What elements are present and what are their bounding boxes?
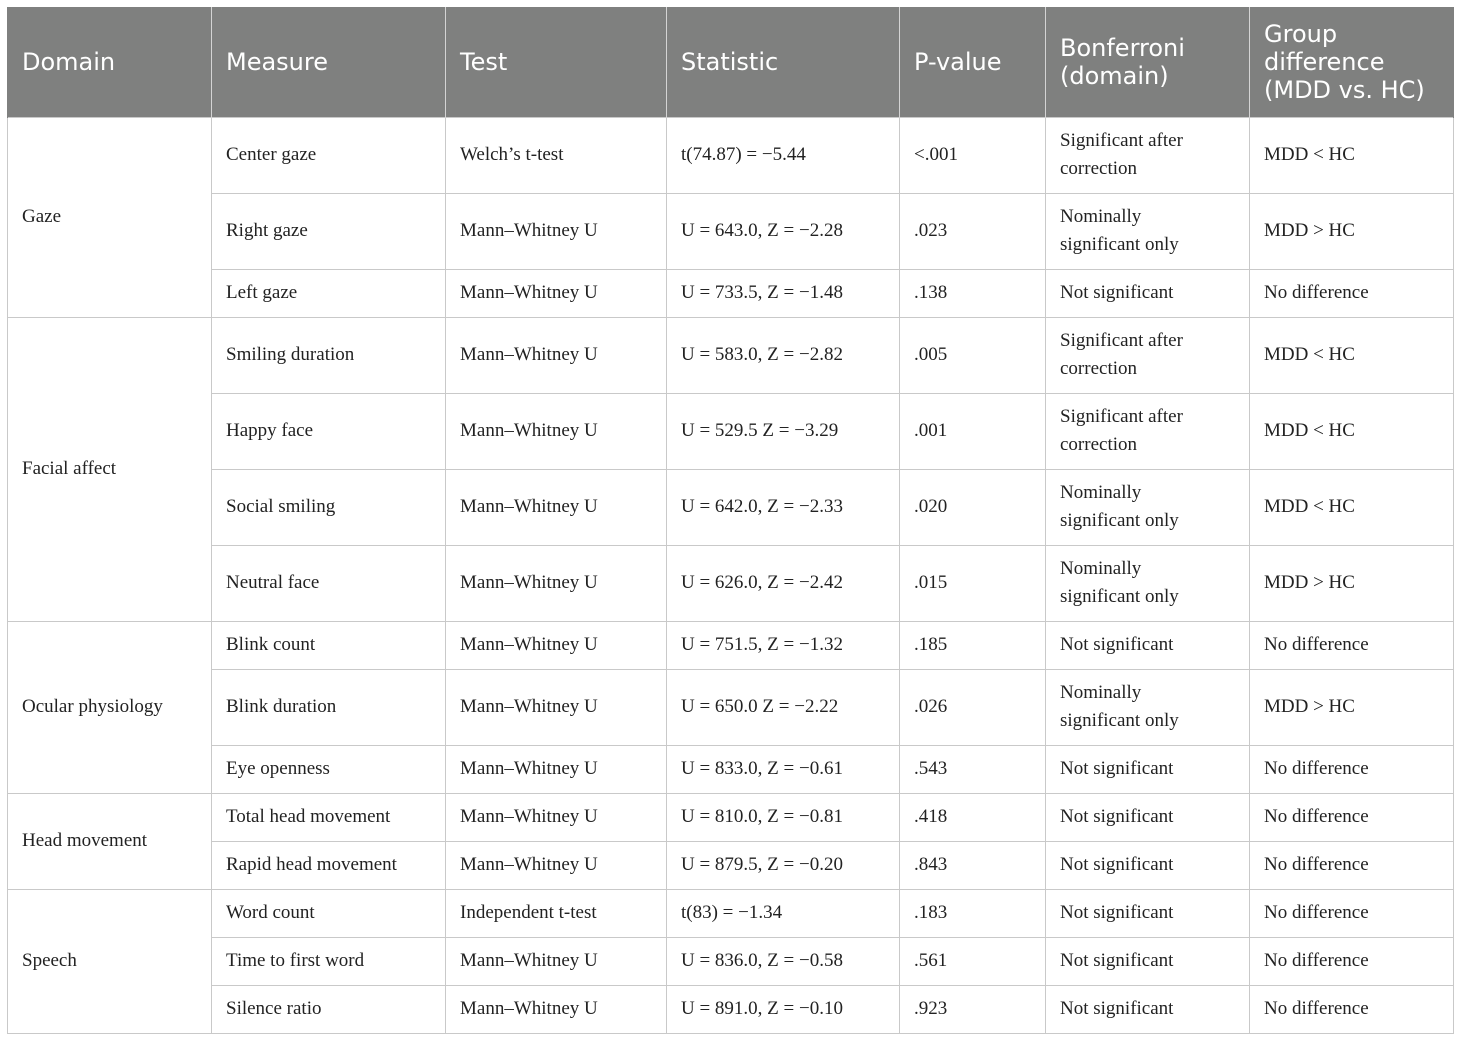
header-group-line2: difference [1264,47,1385,76]
measure-cell: Blink duration [212,669,446,745]
test-cell: Mann–Whitney U [446,469,667,545]
statistic-cell: U = 836.0, Z = −0.58 [667,937,900,985]
header-domain [8,7,212,117]
bonferroni-line1: Nominally [1060,482,1142,503]
pvalue-cell: .543 [900,745,1046,793]
bonferroni-cell [1046,393,1250,469]
statistic-cell: U = 751.5, Z = −1.32 [667,621,900,669]
header-group-line3: (MDD vs. HC) [1264,75,1425,104]
results-table [7,7,1454,1034]
group-difference-cell: MDD < HC [1250,393,1454,469]
domain-cell: Speech [8,889,212,1033]
bonferroni-line1: Nominally [1060,558,1142,579]
table-row [8,269,1454,317]
header-pvalue [900,7,1046,117]
statistic-cell: t(83) = −1.34 [667,889,900,937]
bonferroni-cell: Not significant [1046,937,1250,985]
table-body [8,117,1454,1033]
bonferroni-cell [1046,669,1250,745]
header-row [8,7,1454,117]
bonferroni-cell: Not significant [1046,889,1250,937]
header-measure [212,7,446,117]
statistic-cell: t(74.87) = −5.44 [667,117,900,193]
test-cell: Mann–Whitney U [446,317,667,393]
test-cell: Independent t-test [446,889,667,937]
table-row [8,469,1454,545]
measure-cell: Rapid head movement [212,841,446,889]
header-test-label: Test [460,47,508,76]
pvalue-cell: <.001 [900,117,1046,193]
statistic-cell: U = 626.0, Z = −2.42 [667,545,900,621]
measure-cell: Right gaze [212,193,446,269]
bonferroni-line2: significant only [1060,234,1179,255]
pvalue-cell: .138 [900,269,1046,317]
pvalue-cell: .026 [900,669,1046,745]
pvalue-cell: .020 [900,469,1046,545]
bonferroni-cell: Not significant [1046,841,1250,889]
group-difference-cell: No difference [1250,985,1454,1033]
pvalue-cell: .023 [900,193,1046,269]
measure-cell: Silence ratio [212,985,446,1033]
test-cell: Mann–Whitney U [446,669,667,745]
table-row [8,793,1454,841]
test-cell: Mann–Whitney U [446,193,667,269]
measure-cell: Social smiling [212,469,446,545]
pvalue-cell: .005 [900,317,1046,393]
pvalue-cell: .015 [900,545,1046,621]
header-measure-label: Measure [226,47,328,76]
bonferroni-cell [1046,317,1250,393]
measure-cell: Center gaze [212,117,446,193]
group-difference-cell: No difference [1250,621,1454,669]
pvalue-cell: .183 [900,889,1046,937]
group-difference-cell: MDD > HC [1250,545,1454,621]
header-group-line1: Group [1264,19,1338,48]
bonferroni-cell: Not significant [1046,793,1250,841]
test-cell: Mann–Whitney U [446,745,667,793]
pvalue-cell: .923 [900,985,1046,1033]
group-difference-cell: No difference [1250,937,1454,985]
group-difference-cell: MDD > HC [1250,669,1454,745]
bonferroni-line2: correction [1060,434,1138,455]
header-bonferroni-line2: (domain) [1060,61,1169,90]
bonferroni-line1: Nominally [1060,682,1142,703]
domain-cell: Facial affect [8,317,212,621]
bonferroni-line2: significant only [1060,586,1179,607]
table-row [8,889,1454,937]
table-row [8,317,1454,393]
pvalue-cell: .561 [900,937,1046,985]
header-statistic-label: Statistic [681,47,779,76]
domain-cell: Head movement [8,793,212,889]
test-cell: Mann–Whitney U [446,841,667,889]
group-difference-cell: No difference [1250,841,1454,889]
measure-cell: Time to first word [212,937,446,985]
measure-cell: Happy face [212,393,446,469]
measure-cell: Word count [212,889,446,937]
table-header [8,7,1454,117]
group-difference-cell: No difference [1250,745,1454,793]
pvalue-cell: .418 [900,793,1046,841]
bonferroni-cell: Not significant [1046,269,1250,317]
statistic-cell: U = 879.5, Z = −0.20 [667,841,900,889]
bonferroni-cell: Not significant [1046,621,1250,669]
test-cell: Mann–Whitney U [446,393,667,469]
test-cell: Mann–Whitney U [446,621,667,669]
statistic-cell: U = 810.0, Z = −0.81 [667,793,900,841]
bonferroni-cell [1046,193,1250,269]
bonferroni-line2: correction [1060,158,1138,179]
measure-cell: Smiling duration [212,317,446,393]
group-difference-cell: No difference [1250,793,1454,841]
measure-cell: Eye openness [212,745,446,793]
statistic-cell: U = 833.0, Z = −0.61 [667,745,900,793]
test-cell: Mann–Whitney U [446,545,667,621]
statistic-cell: U = 891.0, Z = −0.10 [667,985,900,1033]
table-row [8,745,1454,793]
group-difference-cell: MDD > HC [1250,193,1454,269]
bonferroni-cell [1046,469,1250,545]
bonferroni-cell [1046,117,1250,193]
statistic-cell: U = 642.0, Z = −2.33 [667,469,900,545]
group-difference-cell: MDD < HC [1250,317,1454,393]
test-cell: Mann–Whitney U [446,793,667,841]
domain-cell: Ocular physiology [8,621,212,793]
table-row [8,669,1454,745]
table-row [8,985,1454,1033]
statistic-cell: U = 650.0 Z = −2.22 [667,669,900,745]
bonferroni-cell: Not significant [1046,985,1250,1033]
header-group-difference [1250,7,1454,117]
header-bonferroni-line1: Bonferroni [1060,33,1185,62]
bonferroni-cell [1046,545,1250,621]
test-cell: Mann–Whitney U [446,269,667,317]
header-bonferroni [1046,7,1250,117]
measure-cell: Neutral face [212,545,446,621]
bonferroni-line1: Nominally [1060,206,1142,227]
group-difference-cell: No difference [1250,889,1454,937]
bonferroni-line2: correction [1060,358,1138,379]
bonferroni-cell: Not significant [1046,745,1250,793]
bonferroni-line1: Significant after [1060,330,1183,351]
measure-cell: Blink count [212,621,446,669]
domain-cell: Gaze [8,117,212,317]
bonferroni-line2: significant only [1060,710,1179,731]
statistic-cell: U = 733.5, Z = −1.48 [667,269,900,317]
measure-cell: Total head movement [212,793,446,841]
bonferroni-line2: significant only [1060,510,1179,531]
statistic-cell: U = 643.0, Z = −2.28 [667,193,900,269]
header-domain-label: Domain [22,47,116,76]
table-row [8,841,1454,889]
test-cell: Mann–Whitney U [446,985,667,1033]
test-cell: Mann–Whitney U [446,937,667,985]
table-row [8,621,1454,669]
group-difference-cell: MDD < HC [1250,117,1454,193]
table-row [8,393,1454,469]
header-pvalue-label: P-value [914,47,1002,76]
group-difference-cell: MDD < HC [1250,469,1454,545]
header-statistic [667,7,900,117]
pvalue-cell: .843 [900,841,1046,889]
bonferroni-line1: Significant after [1060,130,1183,151]
bonferroni-line1: Significant after [1060,406,1183,427]
statistic-cell: U = 583.0, Z = −2.82 [667,317,900,393]
test-cell: Welch’s t-test [446,117,667,193]
pvalue-cell: .185 [900,621,1046,669]
header-test [446,7,667,117]
measure-cell: Left gaze [212,269,446,317]
table-row [8,545,1454,621]
table-row [8,117,1454,193]
results-table-container [7,7,1453,1034]
group-difference-cell: No difference [1250,269,1454,317]
table-row [8,937,1454,985]
statistic-cell: U = 529.5 Z = −3.29 [667,393,900,469]
table-row [8,193,1454,269]
pvalue-cell: .001 [900,393,1046,469]
